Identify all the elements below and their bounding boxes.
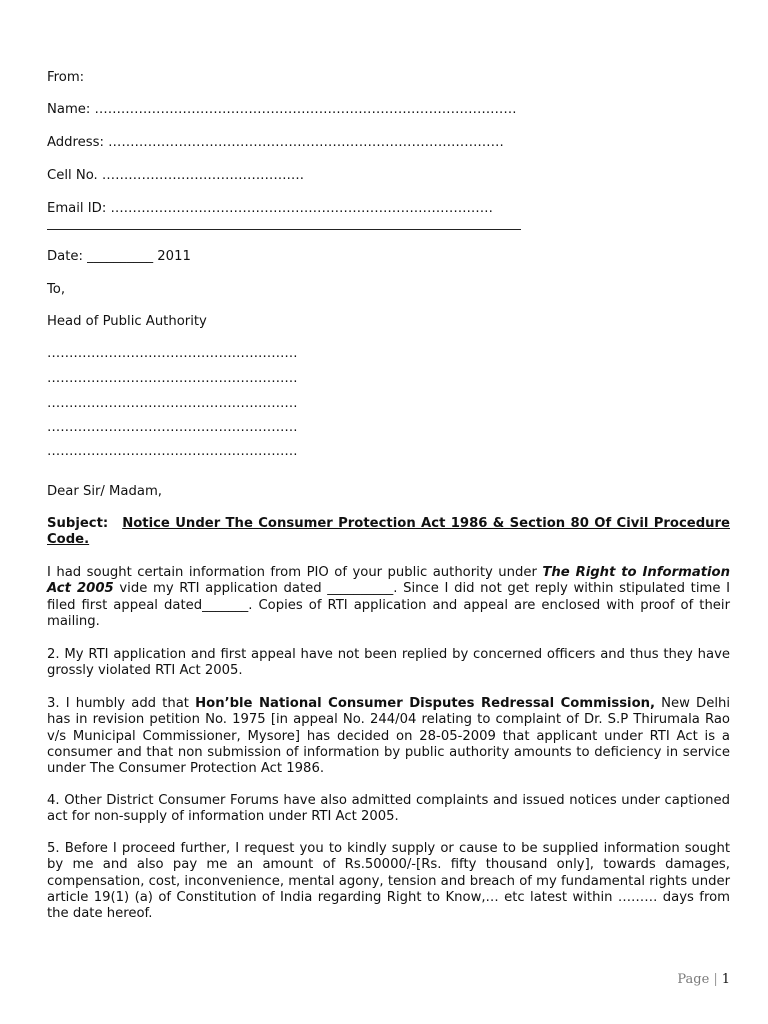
address-dotted-line: ………………………………………………… — [47, 444, 298, 459]
page-number: 1 — [721, 972, 730, 987]
subject-line — [47, 516, 730, 549]
email-line: Email ID: …………………………………………………………………………… — [47, 201, 493, 216]
paragraph-3 — [47, 696, 730, 777]
address-dotted-line: ………………………………………………… — [47, 396, 298, 411]
rti-act-reference: The Right to Information Act 2005 — [47, 565, 730, 597]
commission-name: Hon’ble National Consumer Disputes Redressal Commission, — [195, 696, 656, 711]
paragraph-5: 5. Before I proceed further, I request you to kindly supply or cause to be supplied information sought by me and also pay me an amount of Rs.50000/-[Rs. fifty thousand only], towards damages, compensation, cost, inconvenience, mental agony, tension and breach of my fundamental rights under article 19(1) (a) of Constitution of India regarding Right to Know,… etc latest within ……… days from the date hereof. — [47, 841, 730, 922]
page-label: Page — [677, 972, 710, 987]
paragraph-3-text: 3. I humbly add that — [47, 696, 196, 711]
paragraph-1 — [47, 565, 730, 630]
page-footer — [677, 972, 730, 987]
from-label: From: — [47, 70, 85, 85]
paragraph-1-text: I had sought certain information from PIO of your public authority under — [47, 565, 543, 580]
header-divider — [47, 229, 521, 230]
salutation: Dear Sir/ Madam, — [47, 484, 163, 499]
paragraph-1-text-cont: vide my RTI application dated __________. Since I did not get reply within stipulated time I filed first appeal dated_______. Copies of RTI application and appeal are enclosed with proof of their mailing. — [47, 581, 731, 629]
addressee: Head of Public Authority — [47, 314, 207, 329]
paragraph-4: 4. Other District Consumer Forums have also admitted complaints and issued notices under captioned act for non-supply of information under RTI Act 2005. — [47, 793, 730, 825]
address-dotted-line: ………………………………………………… — [47, 420, 298, 435]
date-line: Date: __________ 2011 — [47, 249, 191, 264]
subject-text: Notice Under The Consumer Protection Act 1986 & Section 80 Of Civil Procedure Code. — [47, 516, 730, 548]
subject-label: Subject: — [47, 516, 109, 531]
name-line: Name: …………………………………………………………………………………… — [47, 102, 517, 117]
paragraph-3-text-cont: New Delhi has in revision petition No. 1975 [in appeal No. 244/04 relating to complaint of Dr. S.P Thirumala Rao v/s Municipal Commissioner, Mysore] has decided on 28-05-2009 that applicant under RTI Act is a consumer and that non submission of information by public authority amounts to deficiency in service under The Consumer Protection Act 1986. — [47, 696, 731, 777]
to-line: To, — [47, 282, 66, 297]
address-dotted-line: ………………………………………………… — [47, 371, 298, 386]
page-separator: | — [713, 972, 718, 987]
paragraph-2: 2. My RTI application and first appeal have not been replied by concerned officers and thus they have grossly violated RTI Act 2005. — [47, 647, 730, 679]
address-line: Address: ……………………………………………………………………………… — [47, 135, 504, 150]
cell-line: Cell No. ………………………………………. — [47, 168, 304, 183]
address-dotted-line: ………………………………………………… — [47, 346, 298, 361]
